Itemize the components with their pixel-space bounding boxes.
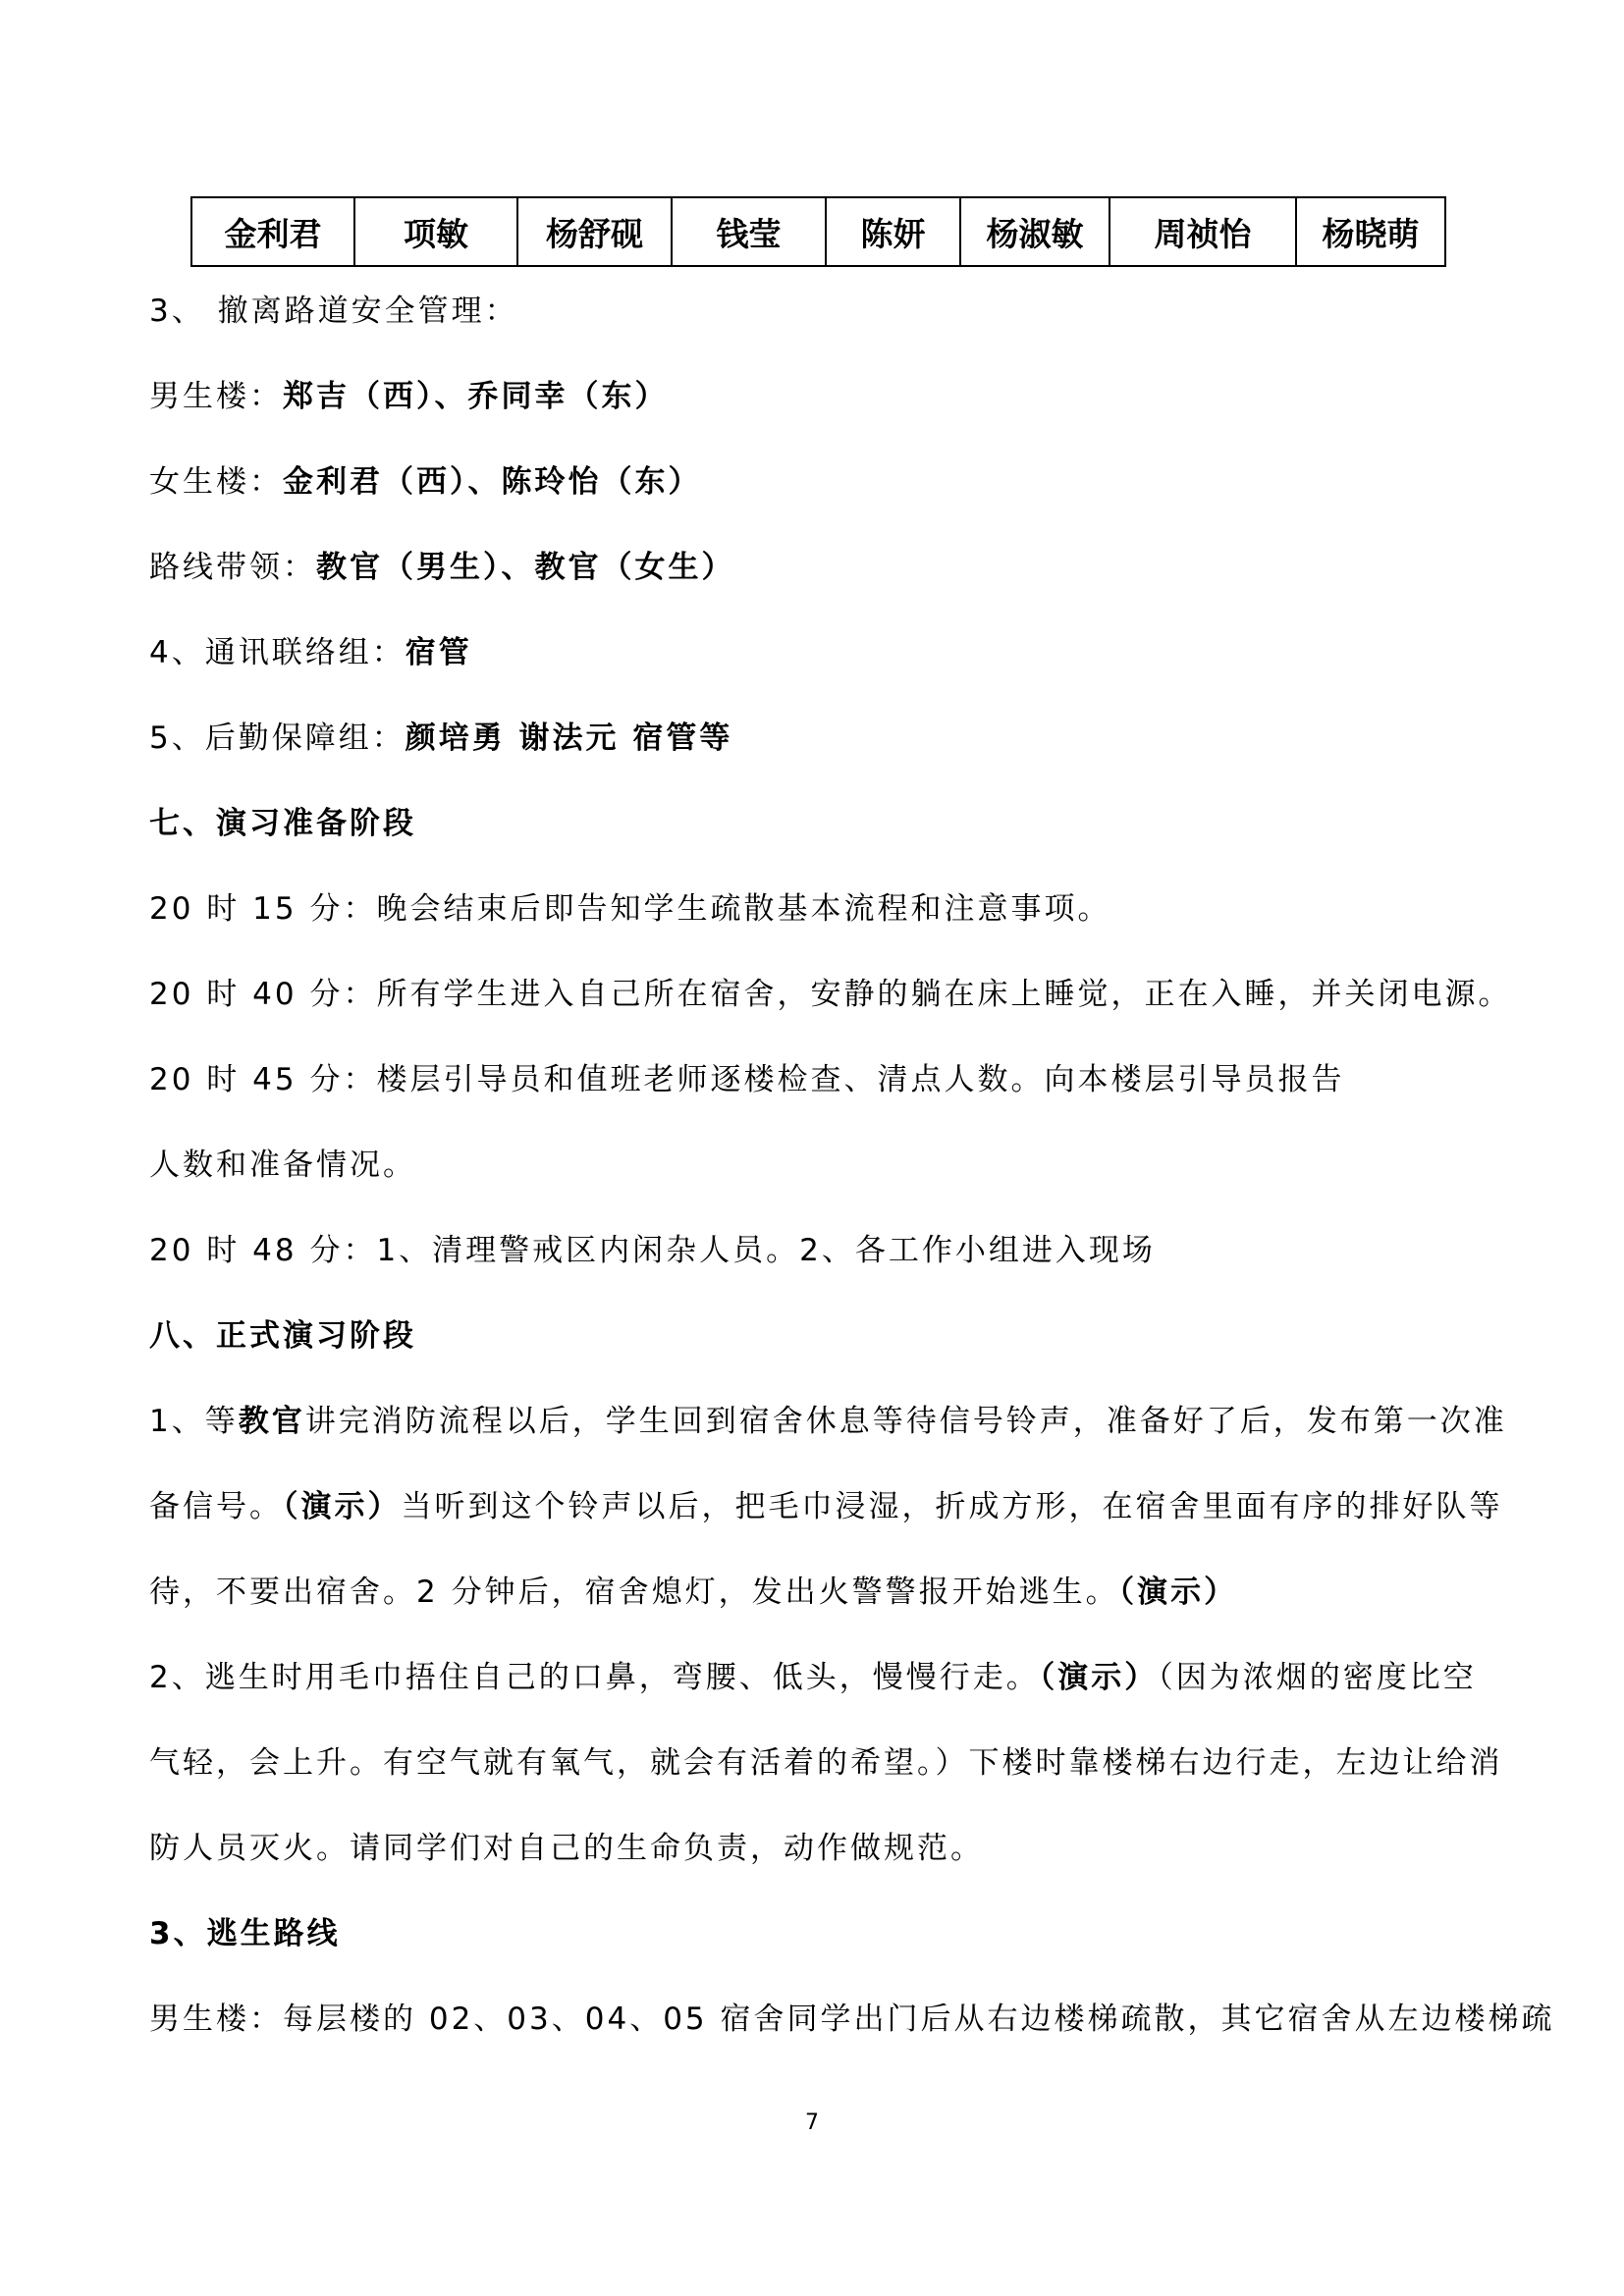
text-run: 讲完消防流程以后，学生回到宿舍休息等待信号铃声，准备好了后，发布第一次准 [304, 1404, 1507, 1439]
text-run: 人数和准备情况。 [149, 1148, 416, 1183]
text-run: 4、通讯联络组： [149, 635, 406, 670]
body-line [149, 377, 669, 416]
body-line [149, 1487, 1503, 1526]
body-line [149, 1231, 1156, 1270]
body-line [149, 719, 732, 758]
table-cell: 周祯怡 [1110, 197, 1296, 266]
text-run: 20 时 40 分：所有学生进入自己所在宿舍，安静的躺在床上睡觉，正在入睡，并关闭电源。 [149, 977, 1512, 1012]
text-run-bold: 金利君（西）、陈玲怡（东） [283, 464, 702, 500]
body-line [149, 1658, 1477, 1697]
table-cell: 陈妍 [826, 197, 960, 266]
roster-table [190, 196, 1446, 267]
body-line [149, 889, 1110, 929]
text-run: 备信号。 [149, 1489, 283, 1524]
text-run-bold: 郑吉（西）、乔同幸（东） [283, 379, 669, 414]
body-line [149, 975, 1511, 1014]
body-line [149, 633, 472, 672]
text-run: 防人员灭火。请同学们对自己的生命负责，动作做规范。 [149, 1831, 984, 1866]
text-run: 女生楼： [149, 464, 283, 500]
text-run-bold: 七、演习准备阶段 [149, 806, 416, 841]
text-run: 20 时 48 分：1、清理警戒区内闲杂人员。2、各工作小组进入现场 [149, 1233, 1156, 1268]
table-cell: 项敏 [354, 197, 517, 266]
text-run: 3、 撤离路道安全管理： [149, 294, 518, 329]
text-run-bold: 宿管 [405, 635, 472, 670]
body-line [149, 1743, 1503, 1783]
table-cell: 金利君 [191, 197, 354, 266]
text-run: 2、逃生时用毛巾捂住自己的口鼻，弯腰、低头，慢慢行走。 [149, 1660, 1040, 1695]
text-run: 1、等 [149, 1404, 239, 1439]
text-run-bold: （演示） [1118, 1575, 1238, 1610]
section-heading [149, 804, 416, 843]
page-number: 7 [805, 2110, 819, 2135]
text-run: 待，不要出宿舍。2 分钟后，宿舍熄灯，发出火警警报开始逃生。 [149, 1575, 1119, 1610]
text-run-bold: 颜培勇 谢法元 宿管等 [405, 721, 733, 756]
text-run-bold: 教官 [238, 1404, 305, 1439]
body-line [149, 1060, 1344, 1099]
text-run-bold: （演示） [1039, 1660, 1159, 1695]
body-line [149, 292, 518, 331]
table-cell: 杨淑敏 [960, 197, 1110, 266]
text-run-bold: 3、逃生路线 [149, 1916, 341, 1951]
table-cell: 杨晓萌 [1296, 197, 1445, 266]
section-heading [149, 1316, 416, 1356]
body-line [149, 462, 702, 502]
table-row [191, 197, 1445, 266]
text-run: 路线带领： [149, 550, 316, 585]
text-run: 男生楼： [149, 379, 283, 414]
text-run-bold: 教官（男生）、教官（女生） [316, 550, 735, 585]
text-run-bold: 八、正式演习阶段 [149, 1318, 416, 1354]
body-line [149, 2000, 1555, 2039]
table-cell: 杨舒砚 [517, 197, 672, 266]
text-run-bold: （演示） [283, 1489, 402, 1524]
body-line [149, 548, 735, 587]
body-line [149, 1402, 1507, 1441]
body-line [149, 1146, 416, 1185]
text-run: 20 时 15 分：晚会结束后即告知学生疏散基本流程和注意事项。 [149, 891, 1111, 927]
body-line [149, 1573, 1237, 1612]
table-cell: 钱莹 [672, 197, 826, 266]
section-heading [149, 1914, 341, 1953]
text-run: （因为浓烟的密度比空 [1158, 1660, 1477, 1695]
text-run: 5、后勤保障组： [149, 721, 406, 756]
text-run: 气轻，会上升。有空气就有氧气，就会有活着的希望。）下楼时靠楼梯右边行走，左边让给消 [149, 1745, 1503, 1781]
body-line [149, 1829, 984, 1868]
text-run: 男生楼：每层楼的 02、03、04、05 宿舍同学出门后从右边楼梯疏散，其它宿舍从左边楼梯疏 [149, 2002, 1555, 2037]
text-run: 20 时 45 分：楼层引导员和值班老师逐楼检查、清点人数。向本楼层引导员报告 [149, 1062, 1345, 1097]
text-run: 当听到这个铃声以后，把毛巾浸湿，折成方形，在宿舍里面有序的排好队等 [401, 1489, 1503, 1524]
